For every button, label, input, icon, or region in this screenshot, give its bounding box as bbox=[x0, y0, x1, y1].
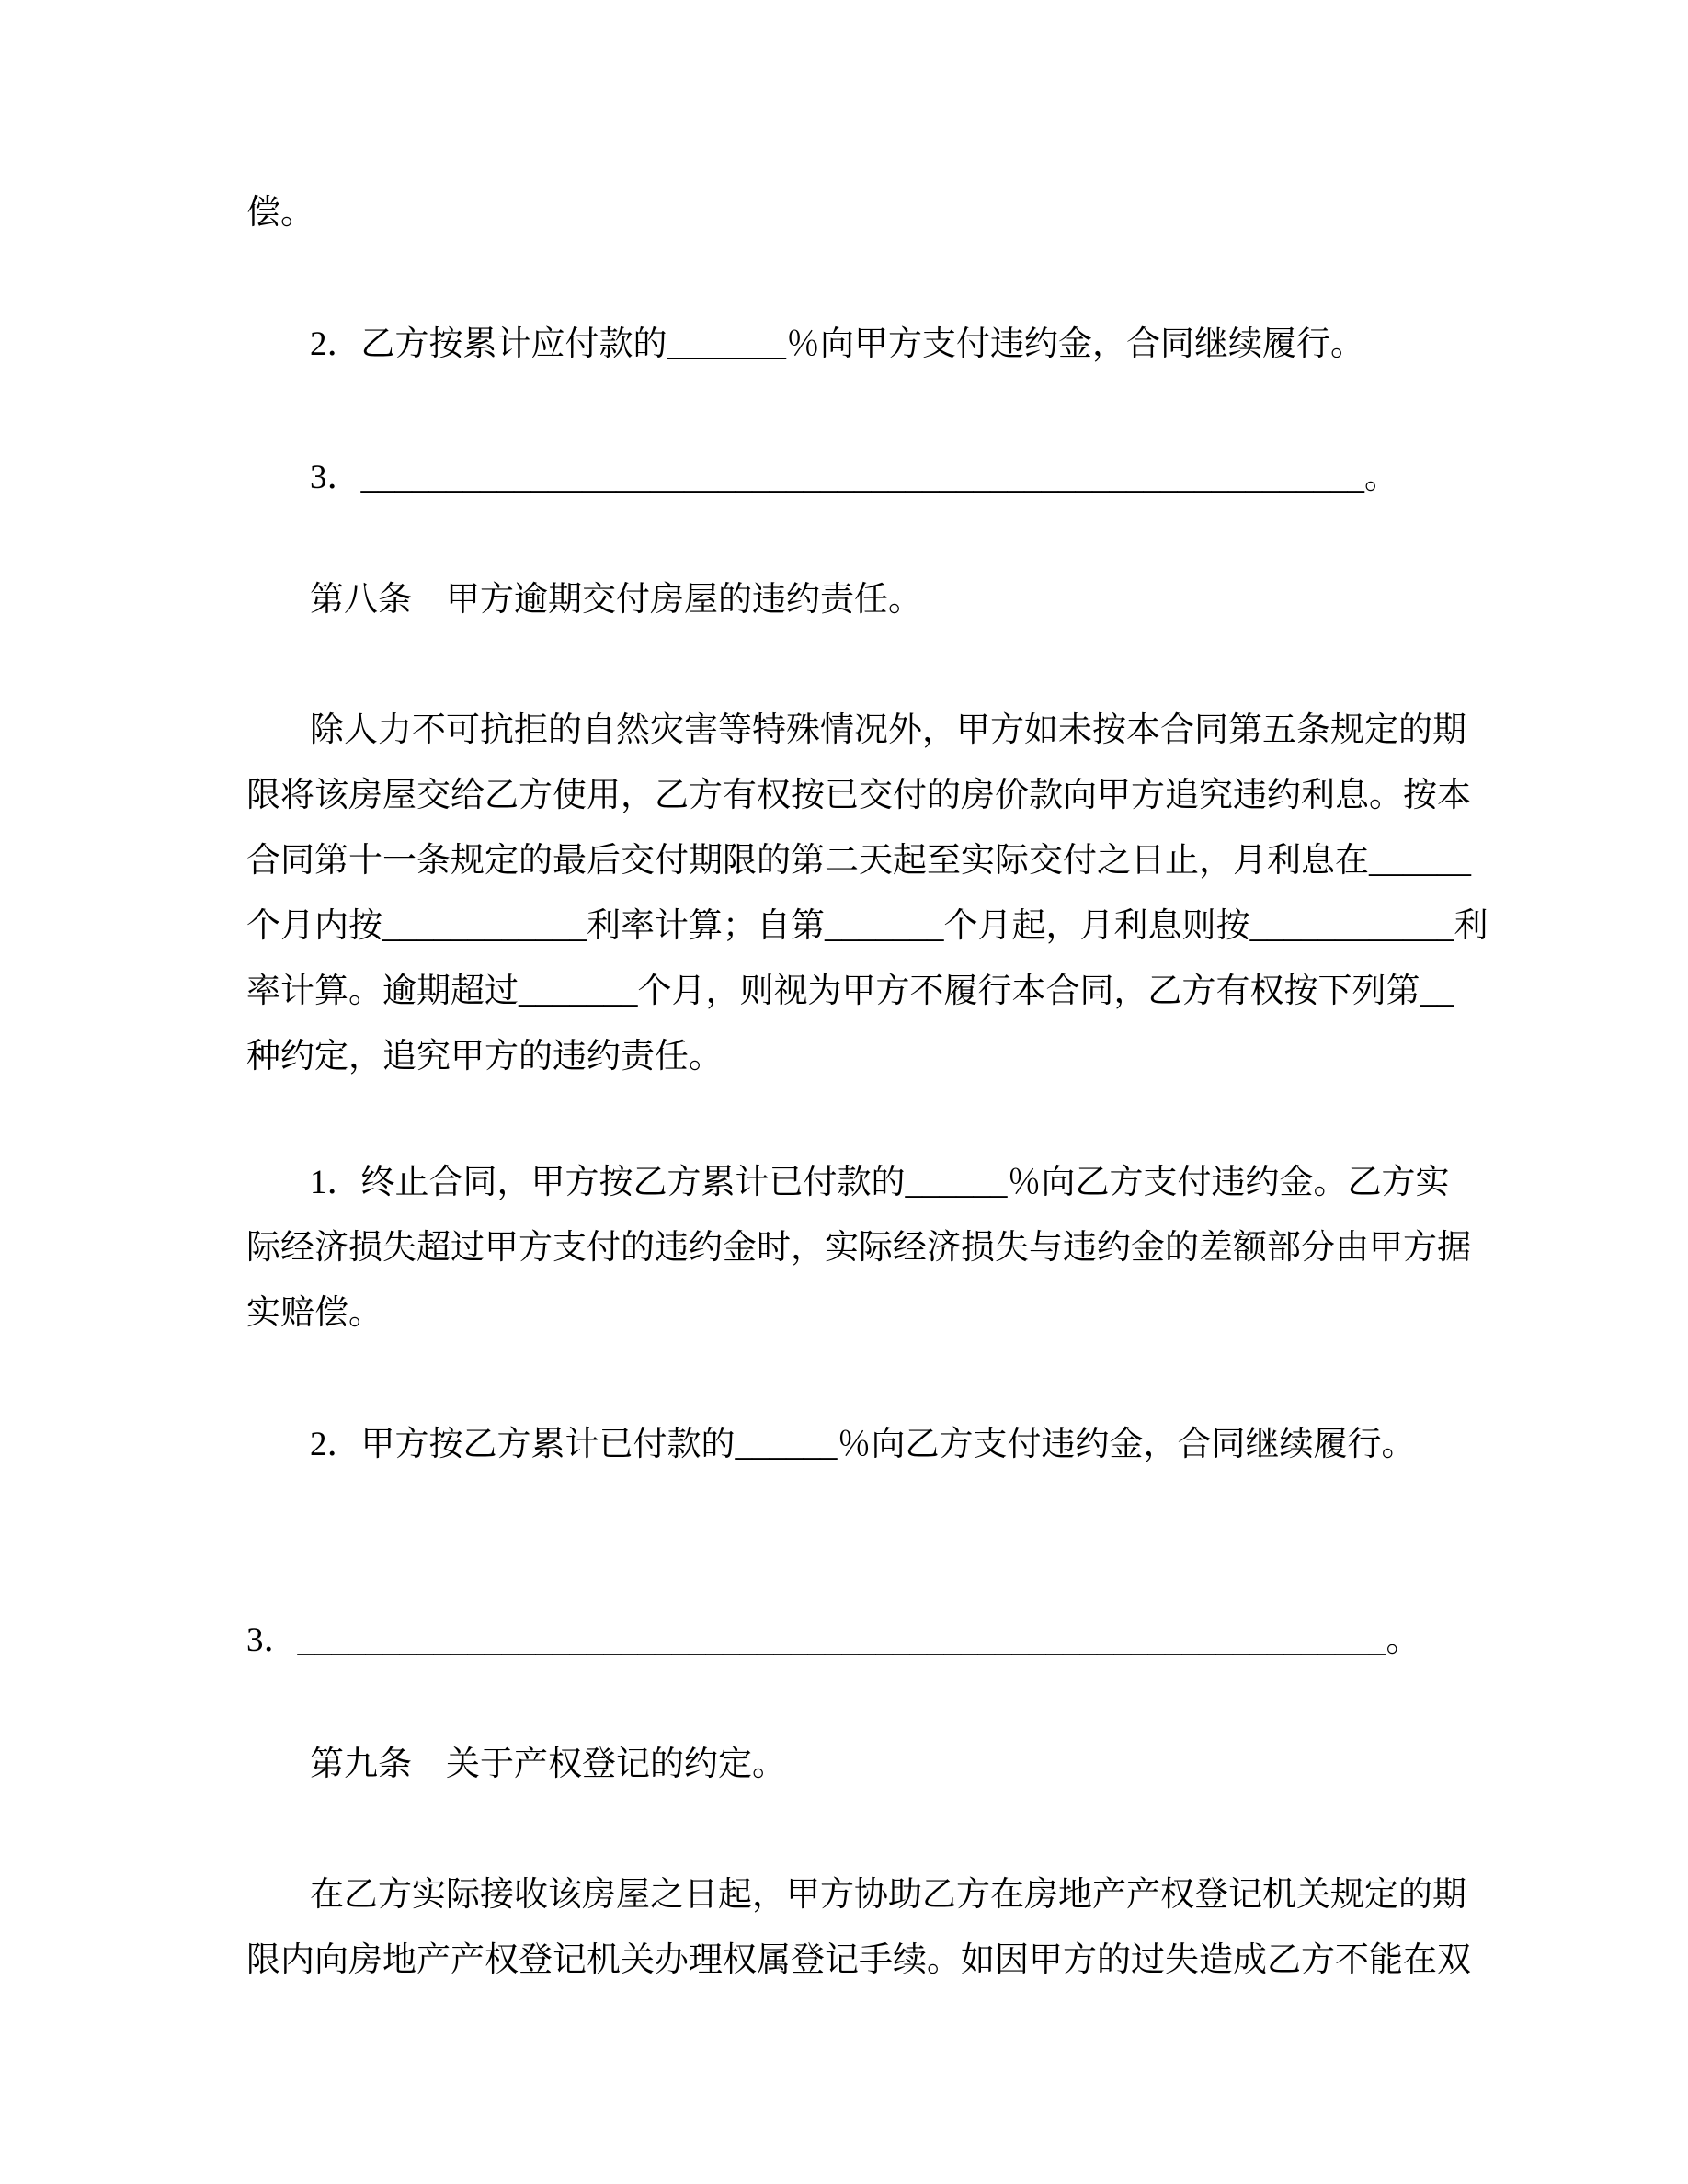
text-line: 合同第十一条规定的最后交付期限的第二天起至实际交付之日止，月利息在______ bbox=[246, 842, 1471, 880]
clause-8-heading bbox=[246, 567, 1483, 632]
paragraph-continuation bbox=[246, 180, 1483, 245]
text-line: 除人力不可抗拒的自然灾害等特殊情况外，甲方如未按本合同第五条规定的期 bbox=[310, 711, 1466, 749]
text-line: 在乙方实际接收该房屋之日起，甲方协助乙方在房地产产权登记机关规定的期 bbox=[310, 1876, 1466, 1914]
clause-8-numbered-item-1 bbox=[246, 1150, 1483, 1346]
clause-8-body bbox=[246, 698, 1488, 1089]
clause-8-numbered-item-2 bbox=[246, 1412, 1483, 1477]
text-line: 3．___________________________________________________________。 bbox=[310, 459, 1398, 496]
clause-9-heading bbox=[246, 1732, 1483, 1797]
text-line: 3．________________________________________________________________。 bbox=[246, 1621, 1420, 1659]
numbered-item-2-buyer-penalty bbox=[246, 312, 1483, 377]
text-line: 际经济损失超过甲方支付的违约金时，实际经济损失与违约金的差额部分由甲方据 bbox=[246, 1229, 1471, 1267]
text-line: 种约定，追究甲方的违约责任。 bbox=[246, 1038, 723, 1075]
clause-9-body bbox=[246, 1862, 1483, 1993]
text-line: 偿。 bbox=[246, 194, 314, 232]
heading-line: 第九条 关于产权登记的约定。 bbox=[310, 1746, 786, 1783]
text-line: 2．甲方按乙方累计已付款的______％向乙方支付违约金，合同继续履行。 bbox=[310, 1426, 1416, 1463]
text-line: 限将该房屋交给乙方使用，乙方有权按已交付的房价款向甲方追究违约利息。按本 bbox=[246, 777, 1471, 814]
numbered-item-3-blank bbox=[246, 445, 1483, 510]
text-line: 实赔偿。 bbox=[246, 1294, 382, 1332]
text-line: 限内向房地产产权登记机关办理权属登记手续。如因甲方的过失造成乙方不能在双 bbox=[246, 1941, 1471, 1979]
text-line: 1．终止合同，甲方按乙方累计已付款的______％向乙方支付违约金。乙方实 bbox=[310, 1164, 1450, 1201]
text-line: 个月内按____________利率计算；自第_______个月起，月利息则按____________利 bbox=[246, 907, 1488, 945]
heading-line: 第八条 甲方逾期交付房屋的违约责任。 bbox=[310, 581, 922, 619]
text-line: 率计算。逾期超过_______个月，则视为甲方不履行本合同，乙方有权按下列第__ bbox=[246, 973, 1454, 1010]
text-line: 2．乙方按累计应付款的_______％向甲方支付违约金，合同继续履行。 bbox=[310, 325, 1364, 363]
clause-8-numbered-item-3-blank bbox=[246, 1608, 1483, 1673]
